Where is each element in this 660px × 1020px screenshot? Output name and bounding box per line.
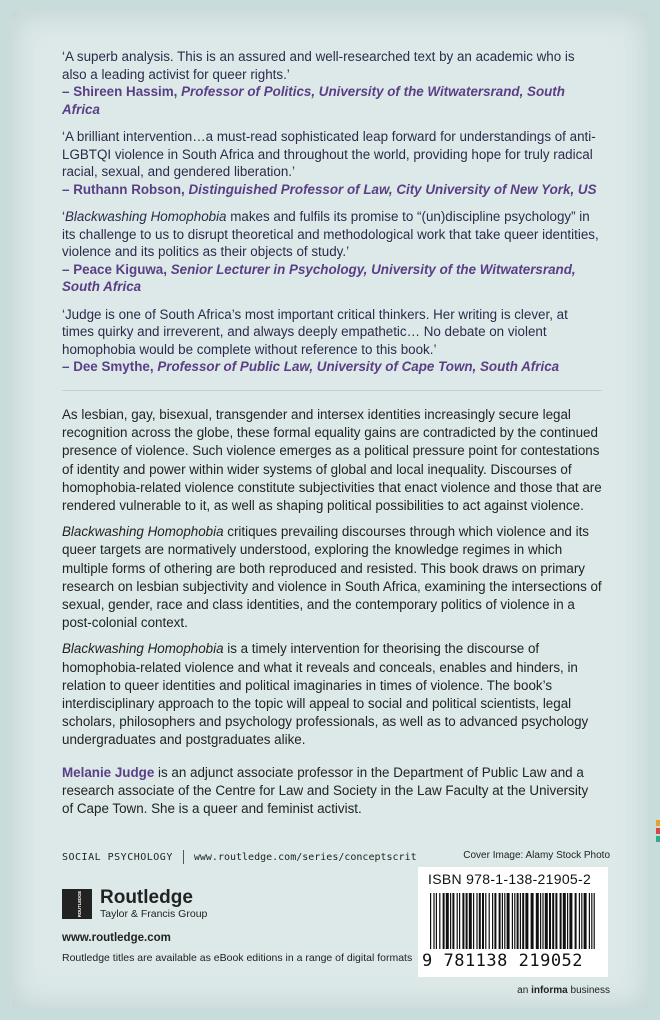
barcode-bar <box>589 893 590 949</box>
barcode-bar <box>473 893 474 949</box>
barcode-digits: 9 781138 219052 <box>422 951 584 971</box>
barcode-bar <box>525 893 528 949</box>
series-label: SOCIAL PSYCHOLOGY <box>62 851 173 863</box>
barcode-bar <box>520 893 521 949</box>
barcode-bar <box>433 893 434 949</box>
barcode-bar <box>476 893 477 949</box>
barcode-bar <box>492 893 493 949</box>
barcode-bar <box>450 893 451 949</box>
barcode-bar <box>466 893 468 949</box>
barcode-bar <box>485 893 486 949</box>
cover-credit: Cover Image: Alamy Stock Photo <box>463 850 610 861</box>
print-edge-marks <box>656 820 660 850</box>
endorsement-attribution: – Peace Kiguwa, Senior Lecturer in Psychology, University of the Witwatersrand, South Africa <box>62 261 576 294</box>
endorsement-quote: ‘Judge is one of South Africa’s most important critical thinkers. Her writing is clever, at times quirky and irreverent, and always deeply empathetic… No debate on violent homophobia would be complete without reference to this book.’ <box>62 306 568 357</box>
barcode-bar <box>560 893 562 949</box>
informa-business: an informa business <box>517 985 610 996</box>
routledge-logo-icon <box>62 889 92 919</box>
book-description <box>62 406 602 826</box>
endorsement-quote: ‘A superb analysis. This is an assured and well-researched text by an academic who is also a leading activist for queer rights.’ <box>62 49 575 82</box>
endorsements <box>62 48 602 386</box>
section-divider <box>62 390 602 391</box>
barcode-bar <box>469 893 472 949</box>
author-name: Melanie Judge <box>62 764 155 780</box>
barcode-bar <box>579 893 580 949</box>
description-paragraph: As lesbian, gay, bisexual, transgender and intersex identities increasingly secure legal recognition across the globe, these formal equality gains are contradicted by the continued presence of violence. Such violence emerges as a political pressure point for contestations of identity and power within wider systems of global and local inequality. Discourses of homophobia-related violence constitute subjectivities that enact violence and those that are rendered vulnerable to it, as well as shaping political possibilities to act against violence. <box>62 407 602 514</box>
publisher-group: Taylor & Francis Group <box>100 908 208 920</box>
separator <box>183 850 184 864</box>
barcode-bar <box>499 893 501 949</box>
barcode-bar <box>430 893 431 949</box>
barcode-bar <box>443 893 445 949</box>
barcode-bar <box>512 893 513 949</box>
barcode-bar <box>567 893 568 949</box>
barcode-bar <box>591 893 592 949</box>
barcode-bar <box>552 893 554 949</box>
endorsement-quote: ‘Blackwashing Homophobia makes and fulfils its promise to “(un)discipline psychology” in its challenge to us to disrupt theoretical and methodological work that take queer identities, violence and its politics as their objects of study.’ <box>62 209 599 259</box>
endorsement-attribution: – Ruthann Robson, Distinguished Professor of Law, City University of New York, US <box>62 181 597 197</box>
publisher-info <box>62 850 442 964</box>
barcode-bar <box>540 893 541 949</box>
endorsement-attribution: – Shireen Hassim, Professor of Politics, University of the Witwatersrand, South Africa <box>62 84 565 117</box>
barcode-bar <box>514 893 515 949</box>
barcode-bar <box>462 893 464 949</box>
isbn-number: ISBN 978-1-138-21905-2 <box>428 871 592 887</box>
series-line <box>62 850 442 864</box>
barcode-bar <box>575 893 577 949</box>
barcode-bar <box>457 893 458 949</box>
svg-text:ROUTLEDGE: ROUTLEDGE <box>77 890 82 918</box>
barcode-bar <box>531 893 534 949</box>
series-url[interactable]: www.routledge.com/series/conceptscrit <box>193 851 417 863</box>
author-bio: Melanie Judge is an adjunct associate professor in the Department of Public Law and a research associate of the Centre for Law and Society in the Law Faculty at the University of Cape Town. She is a queer and feminist activist. <box>62 764 589 817</box>
barcode-bar <box>584 893 587 949</box>
barcode-bar <box>507 893 510 949</box>
barcode-bar <box>459 893 460 949</box>
barcode-bar <box>594 893 595 949</box>
description-paragraph: Blackwashing Homophobia is a timely intervention for theorising the discourse of homophobia-related violence and what it reveals and conceals, enables and hinders, in relation to queer identities and political imaginaries in times of violence. The book’s interdisciplinary approach to the topic will appeal to social and political scientists, legal scholars, philosophers and psychology professionals, as well as to advanced psychology undergraduates and postgraduates alike. <box>62 641 589 748</box>
barcode-bar <box>581 893 582 949</box>
barcode-bar <box>452 893 454 949</box>
barcode-bar <box>542 893 543 949</box>
barcode-bar <box>545 893 548 949</box>
barcode-bar <box>522 893 524 949</box>
barcode-bar <box>555 893 557 949</box>
barcode-bar <box>549 893 551 949</box>
publisher-name: Routledge <box>100 887 193 908</box>
barcode-bar <box>439 893 440 949</box>
endorsement-quote: ‘A brilliant intervention…a must-read sophisticated leap forward for understandings of anti-LGBTQI violence in South Africa and throughout the world, providing hope for truly radical racial, sexual, and gendered liberation.’ <box>62 129 596 179</box>
description-paragraph: Blackwashing Homophobia critiques prevailing discourses through which violence and its queer targets are normatively understood, exploring the knowledge regimes in which multiple forms of othering are both reproduced and resisted. This book draws on primary research on lesbian subjectivity and violence in South Africa, examining the intersections of sexual, gender, race and class identities, and the contemporary politics of violence in a post-colonial context. <box>62 524 602 631</box>
publisher-website[interactable]: www.routledge.com <box>62 932 171 944</box>
barcode-bar <box>517 893 519 949</box>
barcode-bar <box>436 893 437 949</box>
barcode-bar <box>494 893 496 949</box>
barcode-bar <box>482 893 484 949</box>
barcode <box>418 867 608 977</box>
isbn-area <box>410 850 610 996</box>
barcode-bar <box>569 893 572 949</box>
barcode-bars <box>426 893 600 951</box>
barcode-bar <box>563 893 566 949</box>
routledge-logo <box>62 888 442 920</box>
barcode-bar <box>536 893 539 949</box>
barcode-bar <box>502 893 503 949</box>
endorsement-attribution: – Dee Smythe, Professor of Public Law, University of Cape Town, South Africa <box>62 359 560 374</box>
barcode-bar <box>479 893 481 949</box>
barcode-bar <box>504 893 505 949</box>
barcode-bar <box>446 893 449 949</box>
ebook-note: Routledge titles are available as eBook editions in a range of digital formats <box>62 952 413 964</box>
barcode-bar <box>489 893 490 949</box>
